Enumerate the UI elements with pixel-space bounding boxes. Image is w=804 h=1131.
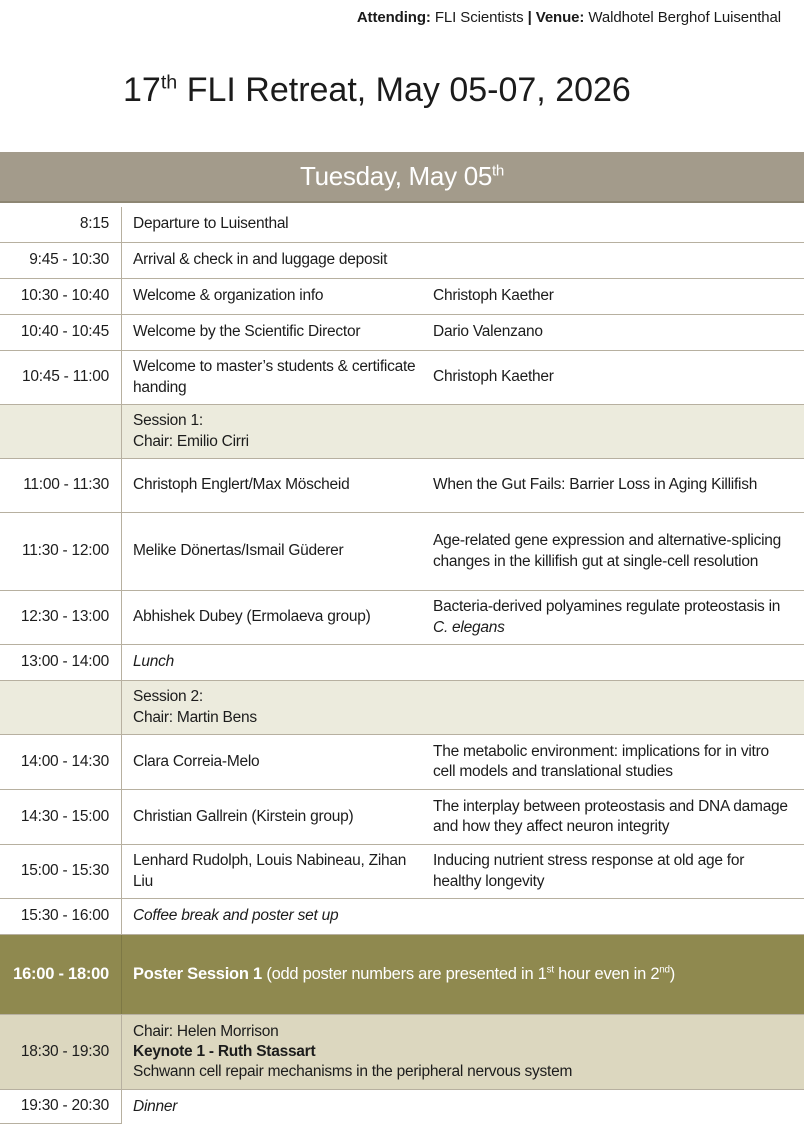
session-title: Session 1: bbox=[133, 412, 203, 430]
schedule-row-welcome-director bbox=[0, 315, 804, 351]
session-chair: Chair: Emilio Cirri bbox=[133, 432, 249, 450]
schedule-row-lunch bbox=[0, 645, 804, 681]
talk-title-cell: The interplay between proteostasis and DNA damage and how they affect neuron integrity bbox=[433, 797, 788, 835]
time-cell: 14:00 - 14:30 bbox=[0, 735, 122, 789]
time-cell: 10:30 - 10:40 bbox=[0, 279, 122, 314]
separator: | bbox=[527, 9, 532, 26]
day-header: Tuesday, May 05th bbox=[0, 152, 804, 203]
event-cell: Welcome to master’s students & certificate handing bbox=[133, 358, 416, 396]
event-cell: Welcome by the Scientific Director bbox=[133, 323, 361, 341]
page-title: 17th FLI Retreat, May 05-07, 2026 bbox=[123, 71, 631, 109]
speaker-cell: Dario Valenzano bbox=[433, 323, 543, 341]
time-cell bbox=[0, 405, 122, 458]
venue-value: Waldhotel Berghof Luisenthal bbox=[584, 9, 781, 26]
attending-label: Attending: bbox=[356, 9, 431, 26]
schedule-row-welcome-org bbox=[0, 279, 804, 315]
event-cell: Arrival & check in and luggage deposit bbox=[133, 251, 388, 269]
speaker-cell: Christoph Englert/Max Möscheid bbox=[133, 476, 350, 494]
schedule-table bbox=[0, 152, 804, 1124]
talk-title-cell: When the Gut Fails: Barrier Loss in Aging Killifish bbox=[433, 476, 758, 494]
schedule-row-welcome-masters bbox=[0, 351, 804, 405]
time-cell: 11:00 - 11:30 bbox=[0, 459, 122, 512]
time-cell bbox=[0, 681, 122, 734]
session-title: Session 2: bbox=[133, 688, 203, 706]
speaker-cell: Lenhard Rudolph, Louis Nabineau, Zihan Liu bbox=[133, 852, 407, 890]
time-cell: 19:30 - 20:30 bbox=[0, 1090, 122, 1124]
time-cell: 11:30 - 12:00 bbox=[0, 513, 122, 590]
speaker-cell: Melike Dönertas/Ismail Güderer bbox=[133, 542, 344, 560]
session-cell bbox=[133, 411, 792, 451]
schedule-row-arrival bbox=[0, 243, 804, 279]
time-cell: 10:45 - 11:00 bbox=[0, 351, 122, 404]
keynote-title: Keynote 1 - Ruth Stassart bbox=[133, 1042, 316, 1060]
poster-session-title: Poster Session 1 bbox=[133, 964, 262, 983]
time-cell: 13:00 - 14:00 bbox=[0, 645, 122, 680]
talk-title-cell: Inducing nutrient stress response at old age for healthy longevity bbox=[433, 852, 745, 890]
session-chair: Chair: Martin Bens bbox=[133, 708, 257, 726]
time-cell: 9:45 - 10:30 bbox=[0, 243, 122, 278]
schedule-row-talk-englert bbox=[0, 459, 804, 513]
event-cell: Lunch bbox=[133, 653, 174, 671]
speaker-cell: Abhishek Dubey (Ermolaeva group) bbox=[133, 608, 371, 626]
speaker-cell: Christian Gallrein (Kirstein group) bbox=[133, 807, 354, 825]
attending-venue-line bbox=[357, 9, 781, 26]
speaker-cell: Christoph Kaether bbox=[433, 368, 554, 386]
event-cell: Coffee break and poster set up bbox=[133, 907, 339, 925]
time-cell: 15:00 - 15:30 bbox=[0, 845, 122, 898]
schedule-row-talk-gallrein bbox=[0, 790, 804, 845]
event-cell: Welcome & organization info bbox=[133, 287, 324, 305]
poster-session-cell: Poster Session 1 (odd poster numbers are presented in 1st hour even in 2nd) bbox=[133, 964, 675, 983]
time-cell: 8:15 bbox=[0, 207, 122, 242]
time-cell: 18:30 - 19:30 bbox=[0, 1015, 122, 1089]
schedule-row-talk-donertas bbox=[0, 513, 804, 591]
species-italic: C. elegans bbox=[433, 618, 505, 636]
schedule-row-keynote-1 bbox=[0, 1015, 804, 1090]
keynote-cell bbox=[133, 1022, 792, 1082]
talk-title-cell: Bacteria-derived polyamines regulate proteostasis in C. elegans bbox=[433, 598, 781, 636]
keynote-talk-title: Schwann cell repair mechanisms in the peripheral nervous system bbox=[133, 1063, 573, 1081]
keynote-chair: Chair: Helen Morrison bbox=[133, 1022, 279, 1040]
schedule-row-poster-session bbox=[0, 935, 804, 1015]
time-cell: 10:40 - 10:45 bbox=[0, 315, 122, 350]
schedule-row-session-1 bbox=[0, 405, 804, 459]
event-cell: Dinner bbox=[133, 1097, 178, 1115]
schedule-row-talk-correia-melo bbox=[0, 735, 804, 790]
schedule-row-talk-rudolph bbox=[0, 845, 804, 899]
attending-value: FLI Scientists bbox=[430, 9, 528, 26]
schedule-row-session-2 bbox=[0, 681, 804, 735]
speaker-cell: Clara Correia-Melo bbox=[133, 752, 260, 770]
schedule-row-departure bbox=[0, 207, 804, 243]
session-cell bbox=[133, 687, 792, 727]
speaker-cell: Christoph Kaether bbox=[433, 287, 554, 305]
time-cell: 16:00 - 18:00 bbox=[0, 935, 122, 1014]
talk-title-cell: Age-related gene expression and alternative-splicing changes in the killifish gut at single-cell resolution bbox=[433, 532, 782, 570]
time-cell: 14:30 - 15:00 bbox=[0, 790, 122, 844]
schedule-row-dinner bbox=[0, 1090, 804, 1124]
talk-title-cell: The metabolic environment: implications for in vitro cell models and translational studies bbox=[433, 742, 769, 780]
schedule-row-coffee-break bbox=[0, 899, 804, 935]
time-cell: 12:30 - 13:00 bbox=[0, 591, 122, 644]
venue-label: Venue: bbox=[531, 9, 585, 26]
event-cell: Departure to Luisenthal bbox=[133, 215, 289, 233]
schedule-row-talk-dubey bbox=[0, 591, 804, 645]
time-cell: 15:30 - 16:00 bbox=[0, 899, 122, 934]
